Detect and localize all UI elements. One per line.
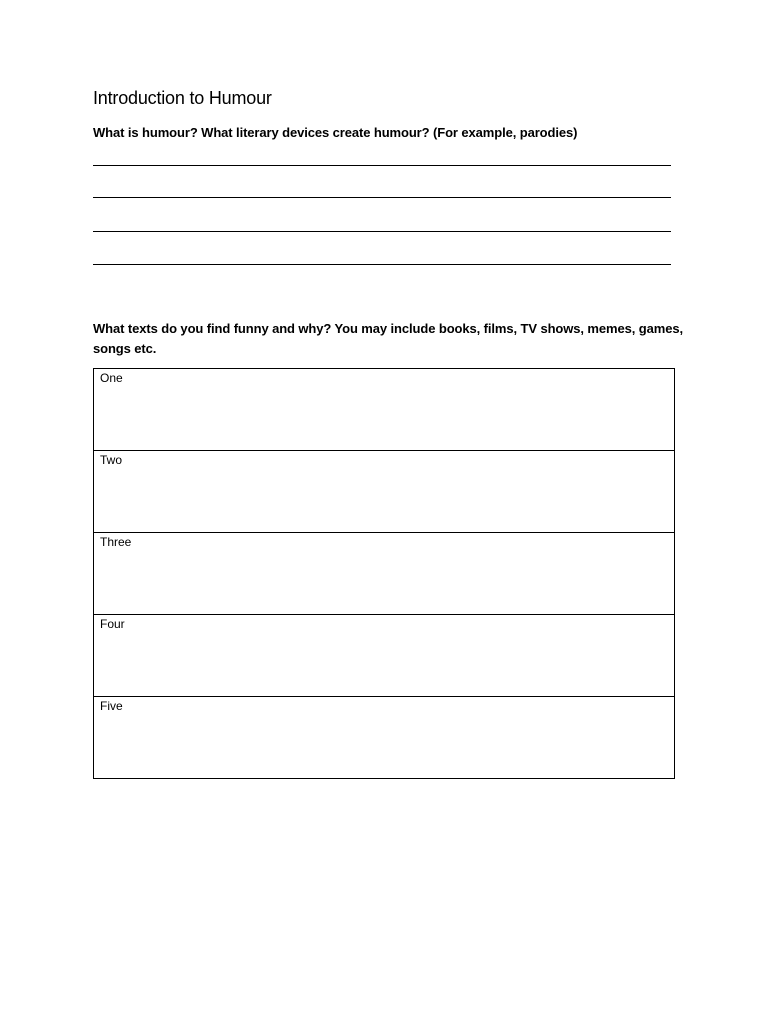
table-row-five[interactable] (94, 697, 674, 779)
table-row-three[interactable] (94, 533, 674, 615)
table-row-one[interactable] (94, 369, 674, 451)
answer-line[interactable] (93, 165, 671, 166)
row-label: Three (100, 535, 132, 549)
row-label: Four (100, 617, 125, 631)
answer-line[interactable] (93, 264, 671, 265)
table-row-four[interactable] (94, 615, 674, 697)
funny-texts-table (93, 368, 675, 779)
row-label: One (100, 371, 123, 385)
question-funny-texts: What texts do you find funny and why? You may include books, films, TV shows, memes, games, songs etc. (93, 321, 683, 356)
row-label: Five (100, 699, 123, 713)
answer-line[interactable] (93, 197, 671, 198)
table-row-two[interactable] (94, 451, 674, 533)
row-label: Two (100, 453, 123, 467)
question-humour-definition: What is humour? What literary devices create humour? (For example, parodies) (93, 125, 578, 140)
answer-line[interactable] (93, 231, 671, 232)
page-title: Introduction to Humour (93, 88, 272, 108)
